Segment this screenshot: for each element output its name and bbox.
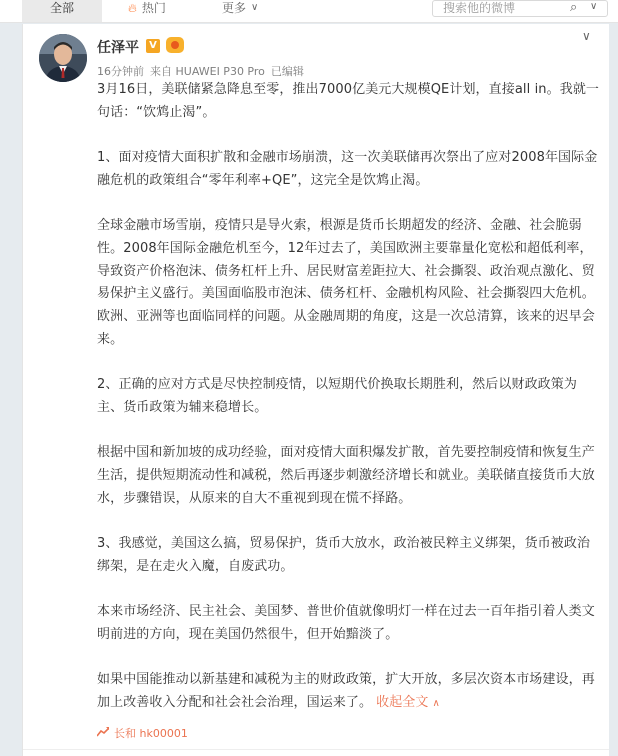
source-tag[interactable]	[97, 725, 188, 741]
post-paragraph: 本来市场经济、民主社会、美国梦、普世价值就像明灯一样在过去一百年指引着人类文明前进的方向，现在美国仍然很牛，但开始黯淡了。	[97, 604, 595, 642]
avatar-portrait	[39, 34, 87, 82]
post-paragraph: 根据中国和新加坡的成功经验，面对疫情大面积爆发扩散，首先要控制疫情和恢复生产生活，提供短期流动性和减税，然后再逐步刺激经济增长和就业。美联储直接货币大放水，步骤错误，从原来的自大不重视到现在慌不择路。	[97, 445, 595, 506]
post-paragraph: 2、正确的应对方式是尽快控制疫情，以短期代价换取长期胜利，然后以财政政策为主、货币政策为辅来稳增长。	[97, 377, 577, 415]
verified-badge[interactable]: V	[146, 39, 160, 53]
post-paragraph-last	[97, 669, 601, 715]
collapse-text-link[interactable]	[376, 695, 440, 710]
search-input[interactable]	[432, 0, 608, 17]
divider	[23, 749, 609, 750]
search-placeholder: 搜索他的微博	[443, 1, 516, 15]
top-tab-bar	[0, 0, 618, 23]
post-time[interactable]: 16分钟前	[97, 65, 144, 78]
chevron-down-icon: ∨	[251, 2, 259, 13]
avatar[interactable]	[39, 34, 87, 82]
post-meta	[97, 63, 310, 79]
tab-more[interactable]	[222, 0, 258, 22]
tab-hot[interactable]	[128, 0, 166, 22]
username[interactable]: 任泽平	[97, 40, 139, 56]
chevron-down-icon[interactable]: ∨	[582, 29, 591, 43]
fire-icon: 🔥︎	[128, 1, 137, 15]
tab-more-label: 更多	[222, 1, 247, 15]
search-icon[interactable]: ⌕	[570, 0, 578, 15]
tab-all[interactable]	[22, 0, 102, 22]
source-tag-label: 长和 hk00001	[114, 727, 188, 740]
post-paragraph: 全球金融市场雪崩，疫情只是导火索，根源是货币长期超发的经济、金融、社会脆弱性。2008年国际金融危机至今，12年过去了，美国欧洲主要靠量化宽松和超低利率，导致资产价格泡沫、债务杠杆上升、居民财富差距拉大、社会撕裂、政治观点激化、贸易保护主义盛行。美国面临股市泡沫、债务杠杆、金融机构风险、社会撕裂四大危机。欧洲、亚洲等也面临同样的问题。从金融周期的角度，这是一次总清算，该来的迟早会来。	[97, 218, 595, 347]
weibo-post-card	[22, 24, 609, 756]
post-paragraph-text: 如果中国能推动以新基建和减税为主的财政政策，扩大开放，多层次资本市场建设，再加上改善收入分配和社会社会治理，国运来了。	[97, 672, 595, 710]
collapse-label: 收起全文	[376, 694, 429, 710]
post-edited[interactable]: 已编辑	[270, 65, 304, 78]
post-paragraph: 3月16日，美联储紧急降息至零，推出7000亿美元大规模QE计划，直接all in。我就一句话：“饮鸩止渴”。	[97, 82, 600, 120]
post-paragraph: 3、我感觉，美国这么搞，贸易保护，货币大放水，政治被民粹主义绑架，货币被政治绑架，是在走火入魔，自废武功。	[97, 535, 591, 574]
chevron-up-icon: ∧	[432, 697, 440, 709]
search-dropdown-icon[interactable]: ∨	[590, 1, 598, 12]
vip-badge-icon[interactable]	[166, 37, 184, 53]
tab-all-label: 全部	[49, 1, 74, 15]
stock-chart-icon	[97, 727, 109, 740]
post-content	[97, 79, 601, 716]
tab-hot-label: 热门	[141, 1, 166, 15]
post-paragraph: 1、面对疫情大面积扩散和金融市场崩溃，这一次美联储再次祭出了应对2008年国际金融危机的政策组合“零年利率+QE”，这完全是饮鸩止渴。	[97, 150, 598, 188]
post-source: 来自 HUAWEI P30 Pro	[150, 65, 265, 78]
